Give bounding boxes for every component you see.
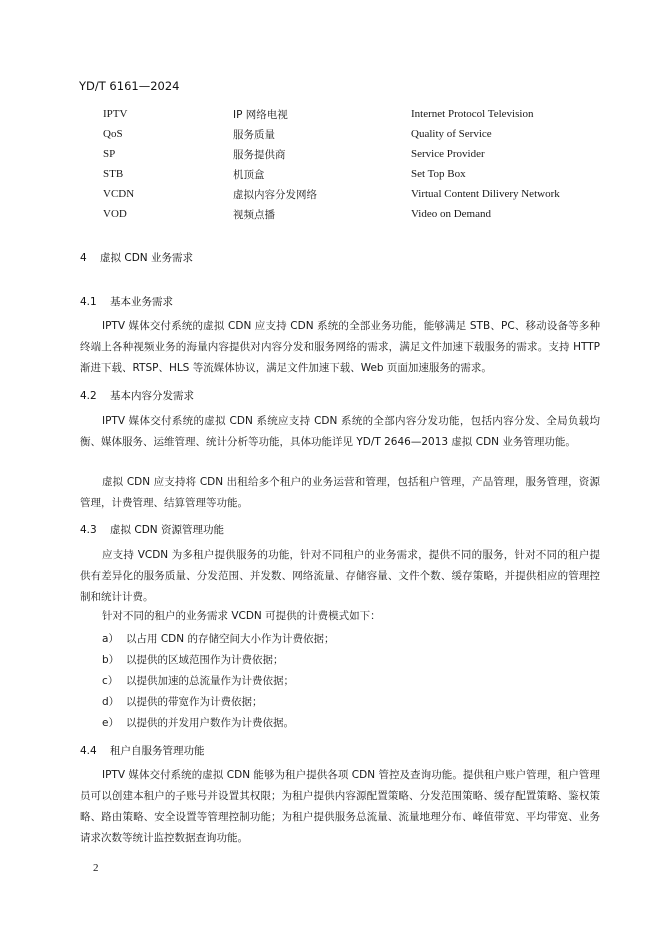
section-title: 虚拟 CDN 业务需求 (100, 252, 193, 264)
list-item (102, 715, 294, 730)
list-text: 以提供的带宽作为计费依据； (126, 696, 263, 708)
list-text: 以提供的区域范围作为计费依据； (126, 654, 284, 666)
abbr-english: Service Provider (411, 148, 485, 160)
paragraph: 针对不同的租户的业务需求 VCDN 可提供的计费模式如下： (102, 610, 381, 622)
section-title: 基本业务需求 (110, 296, 174, 308)
section-heading-4 (80, 250, 193, 265)
abbr-english: Set Top Box (411, 168, 466, 180)
section-heading-4-3 (80, 522, 224, 537)
abbr-english: Internet Protocol Television (411, 108, 534, 120)
abbreviation-row (103, 124, 623, 144)
section-number: 4.3 (80, 524, 97, 536)
paragraph: IPTV 媒体交付系统的虚拟 CDN 系统应支持 CDN 系统的全部内容分发功能，包括内容分发、全局负载均衡、媒体服务、运维管理、统计分析等功能，具体功能详见 YD/T 2646—2013 虚拟 CDN 业务管理功能。 (80, 415, 600, 448)
abbr-code: STB (103, 168, 124, 180)
list-text: 以提供的并发用户数作为计费依据。 (126, 717, 294, 729)
abbr-chinese: 视频点播 (233, 208, 275, 221)
list-item (102, 631, 334, 646)
section-number: 4.4 (80, 745, 97, 757)
abbr-code: SP (103, 148, 116, 160)
section-heading-4-1 (80, 294, 173, 309)
abbreviation-row (103, 204, 623, 224)
abbr-chinese: 虚拟内容分发网络 (233, 188, 317, 201)
abbreviation-row (103, 164, 623, 184)
abbreviation-row (103, 104, 623, 124)
list-item (102, 652, 284, 667)
abbr-english: Quality of Service (411, 128, 492, 140)
list-marker: d） (102, 696, 120, 708)
section-heading-4-4 (80, 743, 205, 758)
section-number: 4.1 (80, 296, 97, 308)
list-text: 以占用 CDN 的存储空间大小作为计费依据； (126, 633, 335, 645)
abbr-code: QoS (103, 128, 123, 140)
abbr-english: Virtual Content Dilivery Network (411, 188, 560, 200)
section-number: 4 (80, 252, 87, 264)
abbreviation-table (103, 104, 623, 224)
section-number: 4.2 (80, 390, 97, 402)
paragraph: IPTV 媒体交付系统的虚拟 CDN 应支持 CDN 系统的全部业务功能，能够满足 STB、PC、移动设备等多种终端上各种视频业务的海量内容提供对内容分发和服务网络的需求，满足文件加速下载服务的需求。支持 HTTP 渐进下载、RTSP、HLS 等流媒体协议，满足文件加速下载、Web 页面加速服务的需求。 (80, 320, 600, 374)
list-marker: b） (102, 654, 120, 666)
abbreviation-row (103, 144, 623, 164)
abbr-chinese: 服务提供商 (233, 148, 286, 161)
page-number: 2 (93, 862, 99, 874)
abbr-code: IPTV (103, 108, 128, 120)
paragraph: IPTV 媒体交付系统的虚拟 CDN 能够为租户提供各项 CDN 管控及查询功能。提供租户账户管理，租户管理员可以创建本租户的子账号并设置其权限；为租户提供内容源配置策略、分发范围策略、缓存配置策略、鉴权策略、路由策略、安全设置等管理控制功能；为租户提供服务总流量、流量地理分布、峰值带宽、平均带宽、业务请求次数等统计监控数据查询功能。 (80, 769, 600, 844)
abbr-chinese: 服务质量 (233, 128, 275, 141)
paragraph: 虚拟 CDN 应支持将 CDN 出租给多个租户的业务运营和管理，包括租户管理，产品管理，服务管理，资源管理，计费管理、结算管理等功能。 (80, 476, 600, 509)
list-text: 以提供加速的总流量作为计费依据； (126, 675, 294, 687)
abbr-english: Video on Demand (411, 208, 491, 220)
section-title: 基本内容分发需求 (110, 390, 195, 402)
list-marker: e） (102, 717, 119, 729)
paragraph: 应支持 VCDN 为多租户提供服务的功能，针对不同租户的业务需求，提供不同的服务，针对不同的租户提供有差异化的服务质量、分发范围、并发数、网络流量、存储容量、文件个数、缓存策略，并提供相应的管理控制和统计计费。 (80, 549, 600, 603)
list-item (102, 694, 263, 709)
abbr-chinese: 机顶盒 (233, 168, 265, 181)
list-marker: c） (102, 675, 119, 687)
abbr-code: VOD (103, 208, 127, 220)
abbr-code: VCDN (103, 188, 135, 200)
document-id-header: YD/T 6161—2024 (79, 79, 180, 93)
section-title: 虚拟 CDN 资源管理功能 (110, 524, 224, 536)
list-marker: a） (102, 633, 119, 645)
section-heading-4-2 (80, 388, 194, 403)
abbreviation-row (103, 184, 623, 204)
section-title: 租户自服务管理功能 (110, 745, 205, 757)
abbr-chinese: IP 网络电视 (233, 108, 288, 121)
list-item (102, 673, 294, 688)
